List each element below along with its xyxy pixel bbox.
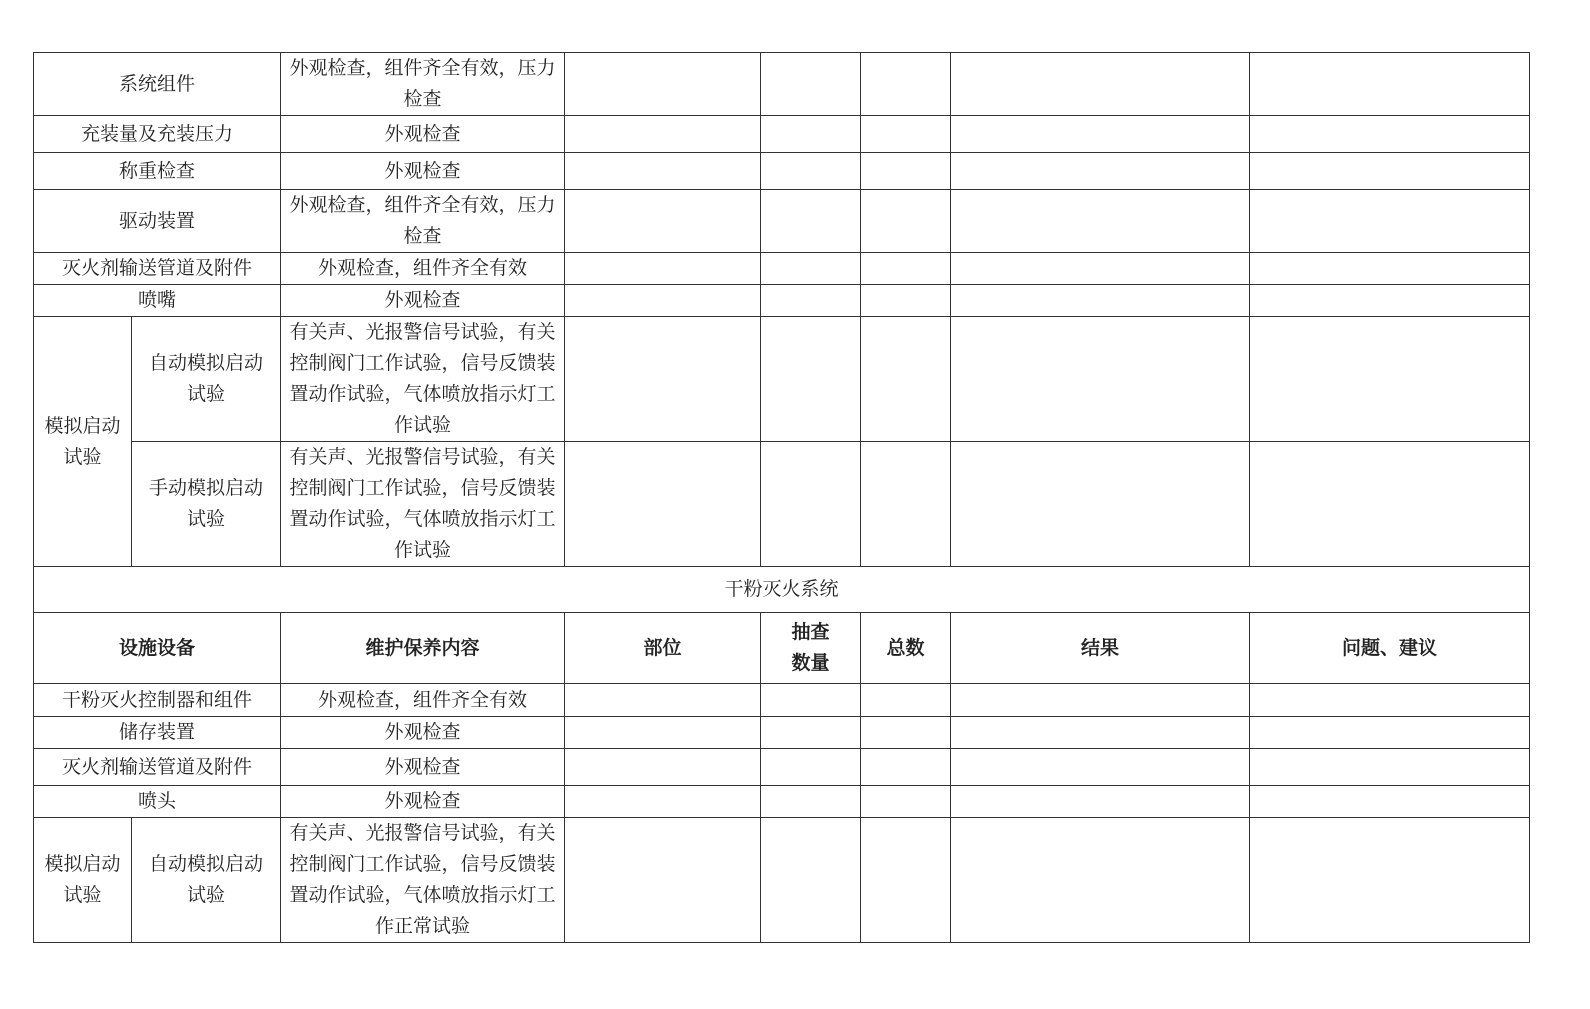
- total-cell[interactable]: [861, 53, 951, 116]
- section-title: 干粉灭火系统: [34, 567, 1530, 613]
- table-row: [34, 285, 1530, 317]
- facility-cell: 干粉灭火控制器和组件: [34, 684, 281, 717]
- result-cell[interactable]: [951, 317, 1250, 442]
- table-row: [34, 190, 1530, 253]
- issues-cell[interactable]: [1250, 190, 1530, 253]
- total-cell[interactable]: [861, 749, 951, 786]
- table-row: [34, 317, 1530, 442]
- result-cell[interactable]: [951, 786, 1250, 818]
- issues-cell[interactable]: [1250, 285, 1530, 317]
- content-cell: 外观检查，组件齐全有效，压力检查: [281, 190, 565, 253]
- table-row: [34, 53, 1530, 116]
- content-cell: 外观检查，组件齐全有效: [281, 253, 565, 285]
- issues-cell[interactable]: [1250, 317, 1530, 442]
- header-total: 总数: [861, 613, 951, 684]
- table-row: [34, 684, 1530, 717]
- issues-cell[interactable]: [1250, 53, 1530, 116]
- header-content: 维护保养内容: [281, 613, 565, 684]
- sample-cell[interactable]: [761, 285, 861, 317]
- table-row: [34, 749, 1530, 786]
- facility-cell: 称重检查: [34, 153, 281, 190]
- total-cell[interactable]: [861, 684, 951, 717]
- location-cell[interactable]: [565, 153, 761, 190]
- total-cell[interactable]: [861, 317, 951, 442]
- facility-cell: 灭火剂输送管道及附件: [34, 253, 281, 285]
- content-cell: 外观检查: [281, 285, 565, 317]
- result-cell[interactable]: [951, 53, 1250, 116]
- result-cell[interactable]: [951, 442, 1250, 567]
- header-issues: 问题、建议: [1250, 613, 1530, 684]
- sample-cell[interactable]: [761, 116, 861, 153]
- result-cell[interactable]: [951, 684, 1250, 717]
- total-cell[interactable]: [861, 786, 951, 818]
- result-cell[interactable]: [951, 116, 1250, 153]
- issues-cell[interactable]: [1250, 684, 1530, 717]
- total-cell[interactable]: [861, 818, 951, 943]
- header-result: 结果: [951, 613, 1250, 684]
- total-cell[interactable]: [861, 153, 951, 190]
- sample-cell[interactable]: [761, 717, 861, 749]
- facility-cell: 灭火剂输送管道及附件: [34, 749, 281, 786]
- sample-cell[interactable]: [761, 53, 861, 116]
- header-row: [34, 613, 1530, 684]
- total-cell[interactable]: [861, 717, 951, 749]
- content-cell: 外观检查，组件齐全有效: [281, 684, 565, 717]
- location-cell[interactable]: [565, 749, 761, 786]
- issues-cell[interactable]: [1250, 153, 1530, 190]
- issues-cell[interactable]: [1250, 253, 1530, 285]
- sim-group-label: 模拟启动试验: [34, 818, 132, 943]
- header-sample: 抽查数量: [761, 613, 861, 684]
- header-facility: 设施设备: [34, 613, 281, 684]
- result-cell[interactable]: [951, 153, 1250, 190]
- location-cell[interactable]: [565, 818, 761, 943]
- issues-cell[interactable]: [1250, 116, 1530, 153]
- total-cell[interactable]: [861, 253, 951, 285]
- content-cell: 外观检查: [281, 717, 565, 749]
- issues-cell[interactable]: [1250, 442, 1530, 567]
- sample-cell[interactable]: [761, 153, 861, 190]
- content-cell: 有关声、光报警信号试验，有关控制阀门工作试验，信号反馈装置动作试验，气体喷放指示灯工作正常试验: [281, 818, 565, 943]
- issues-cell[interactable]: [1250, 786, 1530, 818]
- sim-sub-item: 手动模拟启动试验: [132, 442, 281, 567]
- table-row: [34, 116, 1530, 153]
- location-cell[interactable]: [565, 190, 761, 253]
- maintenance-record-table: [33, 52, 1530, 943]
- facility-cell: 喷头: [34, 786, 281, 818]
- sim-sub-item: 自动模拟启动试验: [132, 818, 281, 943]
- content-cell: 外观检查: [281, 153, 565, 190]
- total-cell[interactable]: [861, 442, 951, 567]
- table-row: [34, 818, 1530, 943]
- sample-cell[interactable]: [761, 190, 861, 253]
- table-row: [34, 717, 1530, 749]
- header-location: 部位: [565, 613, 761, 684]
- section-row: [34, 567, 1530, 613]
- sample-cell[interactable]: [761, 684, 861, 717]
- total-cell[interactable]: [861, 190, 951, 253]
- sim-sub-item: 自动模拟启动试验: [132, 317, 281, 442]
- content-cell: 外观检查: [281, 749, 565, 786]
- sample-cell[interactable]: [761, 442, 861, 567]
- location-cell[interactable]: [565, 53, 761, 116]
- facility-cell: 储存装置: [34, 717, 281, 749]
- total-cell[interactable]: [861, 285, 951, 317]
- content-cell: 外观检查: [281, 786, 565, 818]
- sample-cell[interactable]: [761, 786, 861, 818]
- location-cell[interactable]: [565, 786, 761, 818]
- table-row: [34, 786, 1530, 818]
- result-cell[interactable]: [951, 818, 1250, 943]
- result-cell[interactable]: [951, 190, 1250, 253]
- issues-cell[interactable]: [1250, 749, 1530, 786]
- result-cell[interactable]: [951, 253, 1250, 285]
- table-row: [34, 442, 1530, 567]
- content-cell: 有关声、光报警信号试验，有关控制阀门工作试验，信号反馈装置动作试验，气体喷放指示灯工作试验: [281, 442, 565, 567]
- location-cell[interactable]: [565, 116, 761, 153]
- sample-cell[interactable]: [761, 818, 861, 943]
- table-row: [34, 153, 1530, 190]
- result-cell[interactable]: [951, 285, 1250, 317]
- content-cell: 外观检查，组件齐全有效，压力检查: [281, 53, 565, 116]
- content-cell: 外观检查: [281, 116, 565, 153]
- issues-cell[interactable]: [1250, 818, 1530, 943]
- facility-cell: 驱动装置: [34, 190, 281, 253]
- sim-group-label: 模拟启动试验: [34, 317, 132, 567]
- location-cell[interactable]: [565, 684, 761, 717]
- sample-cell[interactable]: [761, 749, 861, 786]
- location-cell[interactable]: [565, 717, 761, 749]
- location-cell[interactable]: [565, 253, 761, 285]
- sample-cell[interactable]: [761, 317, 861, 442]
- sample-cell[interactable]: [761, 253, 861, 285]
- result-cell[interactable]: [951, 749, 1250, 786]
- table-row: [34, 253, 1530, 285]
- issues-cell[interactable]: [1250, 717, 1530, 749]
- content-cell: 有关声、光报警信号试验，有关控制阀门工作试验，信号反馈装置动作试验，气体喷放指示灯工作试验: [281, 317, 565, 442]
- result-cell[interactable]: [951, 717, 1250, 749]
- facility-cell: 系统组件: [34, 53, 281, 116]
- location-cell[interactable]: [565, 442, 761, 567]
- facility-cell: 喷嘴: [34, 285, 281, 317]
- total-cell[interactable]: [861, 116, 951, 153]
- location-cell[interactable]: [565, 317, 761, 442]
- location-cell[interactable]: [565, 285, 761, 317]
- facility-cell: 充装量及充装压力: [34, 116, 281, 153]
